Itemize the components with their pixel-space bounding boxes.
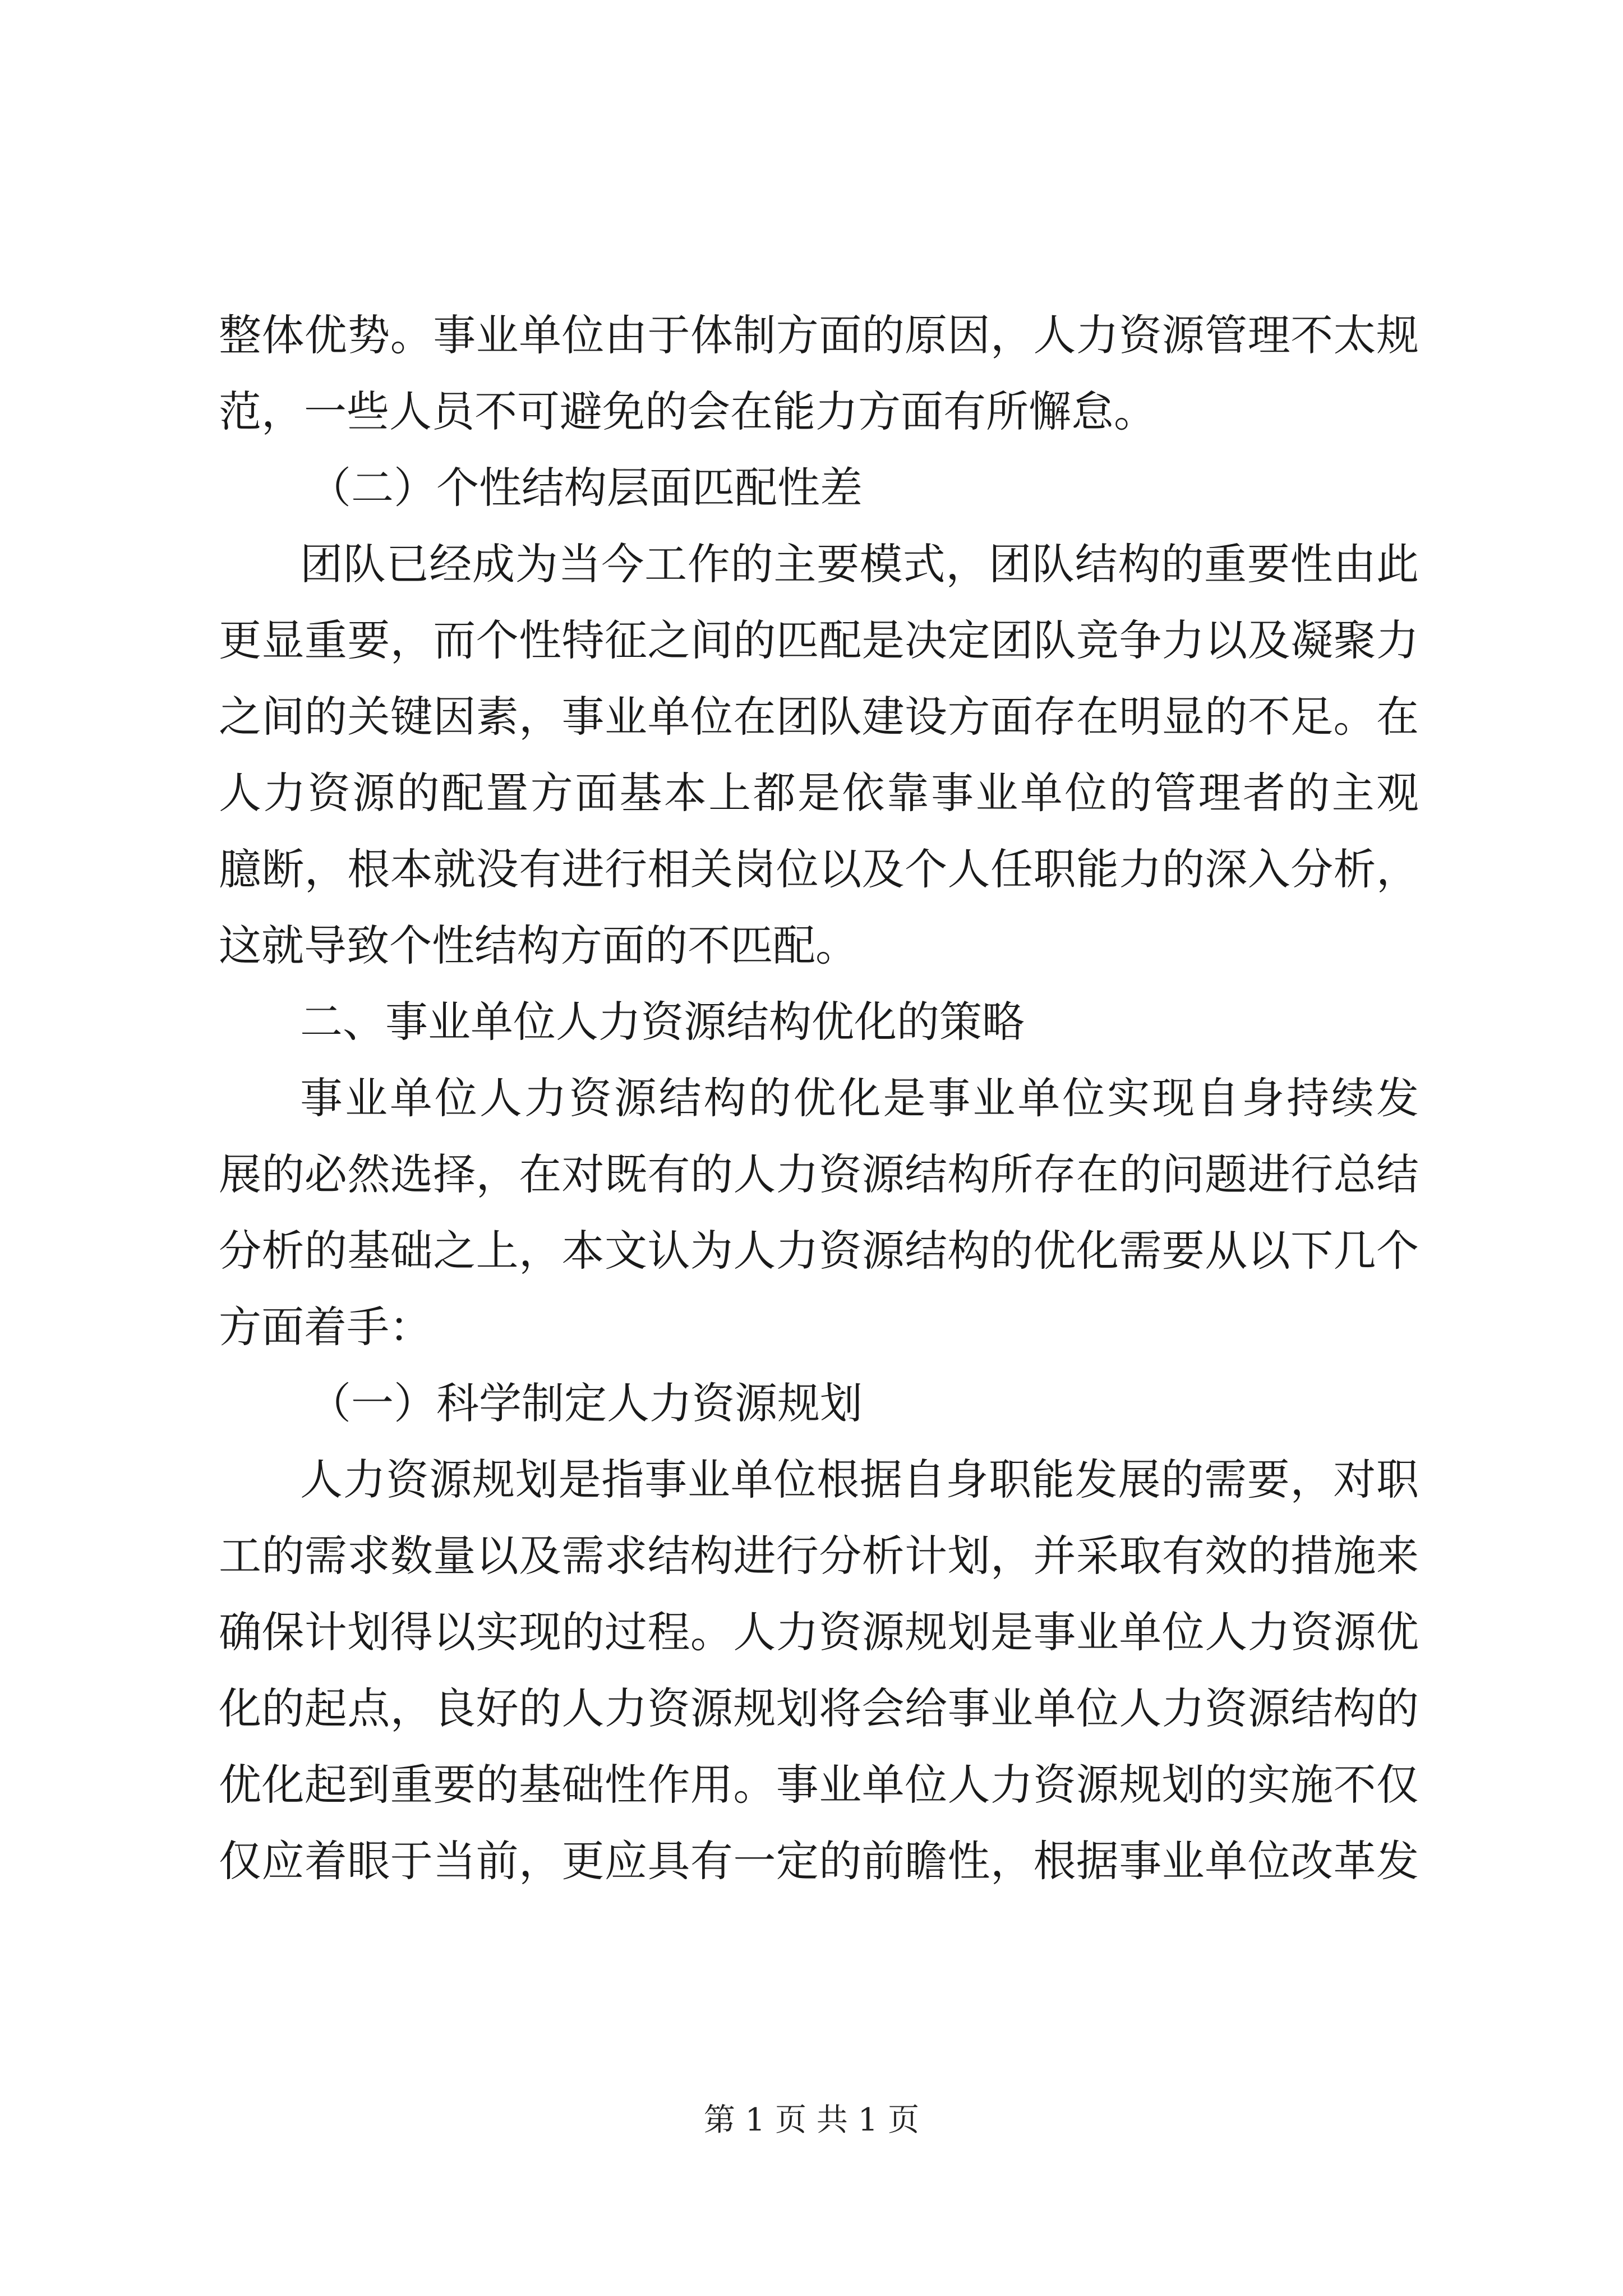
body-text bbox=[219, 297, 1419, 1899]
text-line: 这就导致个性结构方面的不匹配。 bbox=[219, 921, 858, 970]
section-heading: （一）科学制定人力资源规划 bbox=[308, 1378, 863, 1428]
section-heading: 二、事业单位人力资源结构优化的策略 bbox=[300, 997, 1025, 1047]
text-line: 分析的基础之上，本文认为人力资源结构的优化需要从以下几个 bbox=[219, 1226, 1419, 1276]
text-line: 整体优势。事业单位由于体制方面的原因，人力资源管理不太规 bbox=[219, 310, 1419, 360]
text-line: 事业单位人力资源结构的优化是事业单位实现自身持续发 bbox=[300, 1073, 1419, 1123]
text-line: 之间的关键因素，事业单位在团队建设方面存在明显的不足。在 bbox=[219, 692, 1419, 742]
text-line: 优化起到重要的基础性作用。事业单位人力资源规划的实施不仅 bbox=[219, 1760, 1419, 1810]
text-line: 工的需求数量以及需求结构进行分析计划，并采取有效的措施来 bbox=[219, 1531, 1419, 1581]
text-line: 方面着手： bbox=[219, 1302, 432, 1352]
page-footer: 第 1 页 共 1 页 bbox=[703, 2102, 920, 2138]
text-line: 展的必然选择，在对既有的人力资源结构所存在的问题进行总结 bbox=[219, 1149, 1419, 1199]
text-line: 化的起点，良好的人力资源规划将会给事业单位人力资源结构的 bbox=[219, 1683, 1419, 1733]
text-line: 范，一些人员不可避免的会在能力方面有所懈怠。 bbox=[219, 386, 1156, 436]
text-line: 臆断，根本就没有进行相关岗位以及个人任职能力的深入分析， bbox=[219, 844, 1419, 894]
text-line: 人力资源的配置方面基本上都是依靠事业单位的管理者的主观 bbox=[219, 768, 1419, 818]
text-line: 人力资源规划是指事业单位根据自身职能发展的需要，对职 bbox=[300, 1455, 1419, 1504]
section-heading: （二）个性结构层面匹配性差 bbox=[308, 463, 863, 513]
text-line: 仅应着眼于当前，更应具有一定的前瞻性，根据事业单位改革发 bbox=[219, 1836, 1419, 1886]
text-line: 更显重要，而个性特征之间的匹配是决定团队竞争力以及凝聚力 bbox=[219, 615, 1419, 665]
text-line: 确保计划得以实现的过程。人力资源规划是事业单位人力资源优 bbox=[219, 1607, 1419, 1657]
text-line: 团队已经成为当今工作的主要模式，团队结构的重要性由此 bbox=[300, 539, 1419, 589]
